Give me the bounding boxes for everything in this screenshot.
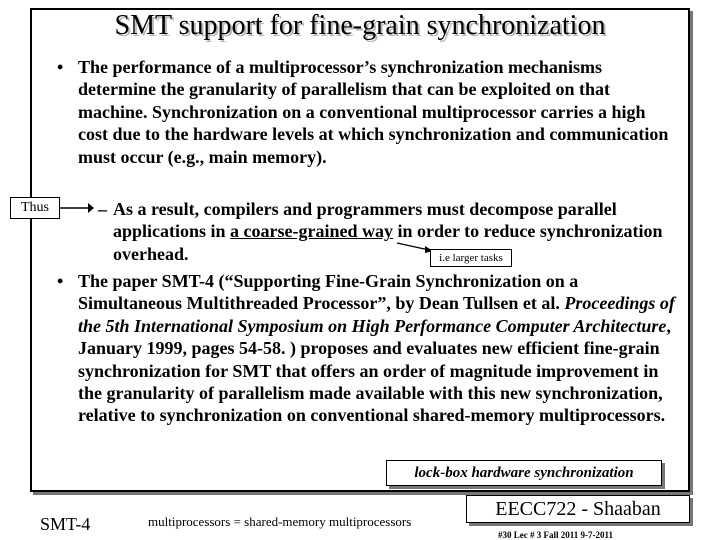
thus-label: Thus [10,197,60,219]
sub-bullet-part1: As a result, compilers and programmers must decompose parallel applications in [113,199,617,242]
bullet-2-part2: , January 1999, pages 54-58. ) proposes and evaluates new efficient fine-grain synchronization for SMT that offers an order of magnitude improvement in the granularity of parallelism made available with this new synchronization, relative to synchronization on conventional shared-memory multiprocessors. [78,315,671,426]
larger-tasks-arrow-icon [395,240,435,254]
bullet-2-text [78,270,678,427]
footer-note: multiprocessors = shared-memory multiprocessors [148,514,412,529]
sub-bullet-dash: – [98,199,107,219]
lockbox-callout: lock-box hardware synchronization [386,460,662,486]
bullet-glyph-2: • [57,271,64,291]
sub-bullet-part2: in order to reduce synchronization overhead. [113,221,663,264]
sub-bullet-text [113,198,678,265]
course-title: EECC722 - Shaaban [466,495,690,523]
bullet-2-part1: The paper SMT-4 (“Supporting Fine-Grain Synchronization on a Simultaneous Multithreaded Processor”, by Dean Tullsen et al. [78,271,579,314]
bullet-2-proceedings: Proceedings of the 5th International Symposium on High Performance Computer Architecture [78,293,675,336]
bullet-1-text: The performance of a multiprocessor’s synchronization mechanisms determine the granularity of parallelism that can be exploited on that machine. Synchronization on a conventional multiprocessor carries a high cost due to the hardware levels at which synchronization and communication must occur (e.g., main memory). [78,57,669,167]
larger-tasks-note: i.e larger tasks [430,249,512,267]
bullet-glyph-1: • [57,57,64,77]
thus-arrow-icon [60,200,94,216]
footer-details: #30 Lec # 3 Fall 2011 9-7-2011 [498,530,613,540]
footer-slide-id: SMT-4 [40,514,91,534]
coarse-grained-phrase: a coarse-grained way [230,221,394,242]
slide-title: SMT support for fine-grain synchronization [114,10,606,41]
